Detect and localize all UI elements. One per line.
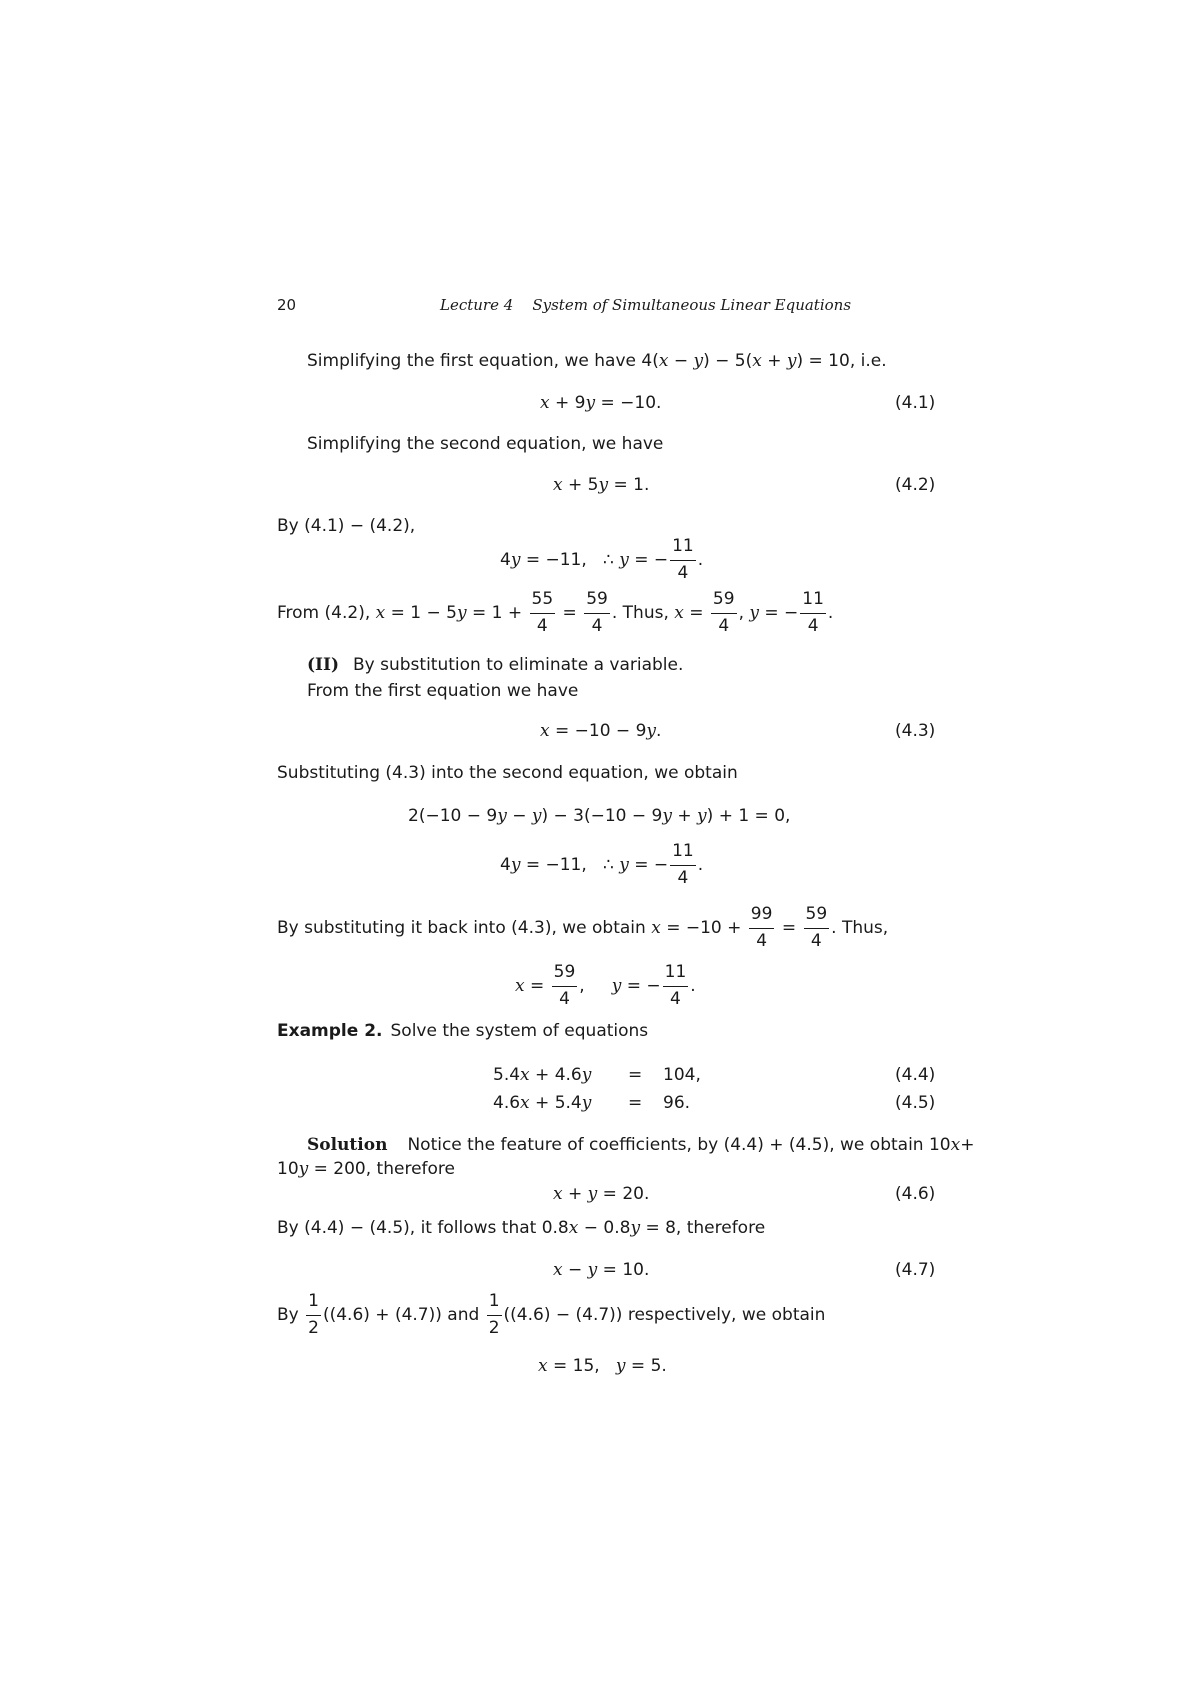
page-number: 20 [277,296,297,314]
equation-4-4: 5.4x + 4.6y [493,1065,592,1085]
equation-final-solution: x = 15, y = 5. [538,1356,667,1376]
fraction-1-2-b: $\frac{1}{2}$ [488,1291,500,1338]
equation-4-5-equals: = [628,1093,643,1113]
fraction-99-4: $\frac{99}{4}$ [750,904,773,951]
equation-4-4-rhs: 104, [663,1065,701,1085]
paragraph-method-ii: (II) By substitution to eliminate a variable. [307,655,684,675]
paragraph-substituting: Substituting (4.3) into the second equation, we obtain [277,763,738,783]
solution-paragraph: Solution Notice the feature of coefficients, by (4.4) + (4.5), we obtain 10x+ [307,1135,975,1155]
paragraph-substituting-back: By substituting it back into (4.3), we obtain x = −10 + $\frac{99}{4}$ = $\frac{59}{4}$ . Thus, [277,904,889,951]
paragraph-by-41-42: By (4.1) − (4.2), [277,516,416,536]
equation-4-7: x − y = 10. [553,1260,650,1280]
equation-4-2: x + 5y = 1. [553,475,650,495]
fraction-55-4: $\frac{55}{4}$ [531,589,554,636]
equation-number-4-4: (4.4) [895,1065,936,1085]
equation-solution-1: x = $\frac{59}{4}$ , y = − $\frac{11}{4}$ . [515,962,696,1009]
fraction-59-4: $\frac{59}{4}$ [586,589,608,636]
equation-number-4-6: (4.6) [895,1184,936,1204]
equation-number-4-3: (4.3) [895,721,936,741]
equation-4y-second: 4y = −11, ∴ y = − $\frac{11}{4}$ . [500,841,704,888]
paragraph-by-44-45: By (4.4) − (4.5), it follows that 0.8x − 0.8y = 8, therefore [277,1218,766,1238]
fraction-11-4-d: $\frac{11}{4}$ [664,962,687,1009]
equation-4-5: 4.6x + 5.4y [493,1093,592,1113]
paragraph-from-first: From the first equation we have [307,681,579,701]
paragraph-simplify-first: Simplifying the first equation, we have 4(x − y) − 5(x + y) = 10, i.e. [307,351,887,371]
fraction-59-4-c: $\frac{59}{4}$ [805,904,828,951]
fraction-11-4-c: $\frac{11}{4}$ [672,841,694,888]
equation-4-1: x + 9y = −10. [540,393,662,413]
equation-4-4-equals: = [628,1065,643,1085]
equation-number-4-7: (4.7) [895,1260,936,1280]
fraction-59-4-d: $\frac{59}{4}$ [553,962,576,1009]
paragraph-simplify-second: Simplifying the second equation, we have [307,434,664,454]
paragraph-from-42: From (4.2), x = 1 − 5y = 1 + $\frac{55}{4}$ = $\frac{59}{4}$ . Thus, x = $\frac{59}{4}$ , y = − $\frac{11}{4}$ . [277,589,834,636]
fraction-1-2: $\frac{1}{2}$ [308,1291,319,1338]
equation-number-4-1: (4.1) [895,393,936,413]
equation-number-4-5: (4.5) [895,1093,936,1113]
equation-substituted: 2(−10 − 9y − y) − 3(−10 − 9y + y) + 1 = 0, [408,806,791,826]
fraction-59-4-b: $\frac{59}{4}$ [712,589,735,636]
fraction-11-4-b: $\frac{11}{4}$ [802,589,824,636]
equation-4-5-rhs: 96. [663,1093,691,1113]
equation-4-6: x + y = 20. [553,1184,650,1204]
equation-4y-first: 4y = −11, ∴ y = − $\frac{11}{4}$ . [500,536,704,583]
equation-4-3: x = −10 − 9y. [540,721,662,741]
solution-paragraph-continued: 10y = 200, therefore [277,1159,455,1179]
example-2-heading: Example 2. Solve the system of equations [277,1021,649,1041]
equation-number-4-2: (4.2) [895,475,936,495]
fraction-11-4: $\frac{11}{4}$ [672,536,694,583]
running-title: Lecture 4 System of Simultaneous Linear Equations [440,296,852,314]
paragraph-half-sums: By $\frac{1}{2}$ ((4.6) + (4.7)) and $\frac{1}{2}$ ((4.6) − (4.7)) respectively, we obtain [277,1291,826,1338]
